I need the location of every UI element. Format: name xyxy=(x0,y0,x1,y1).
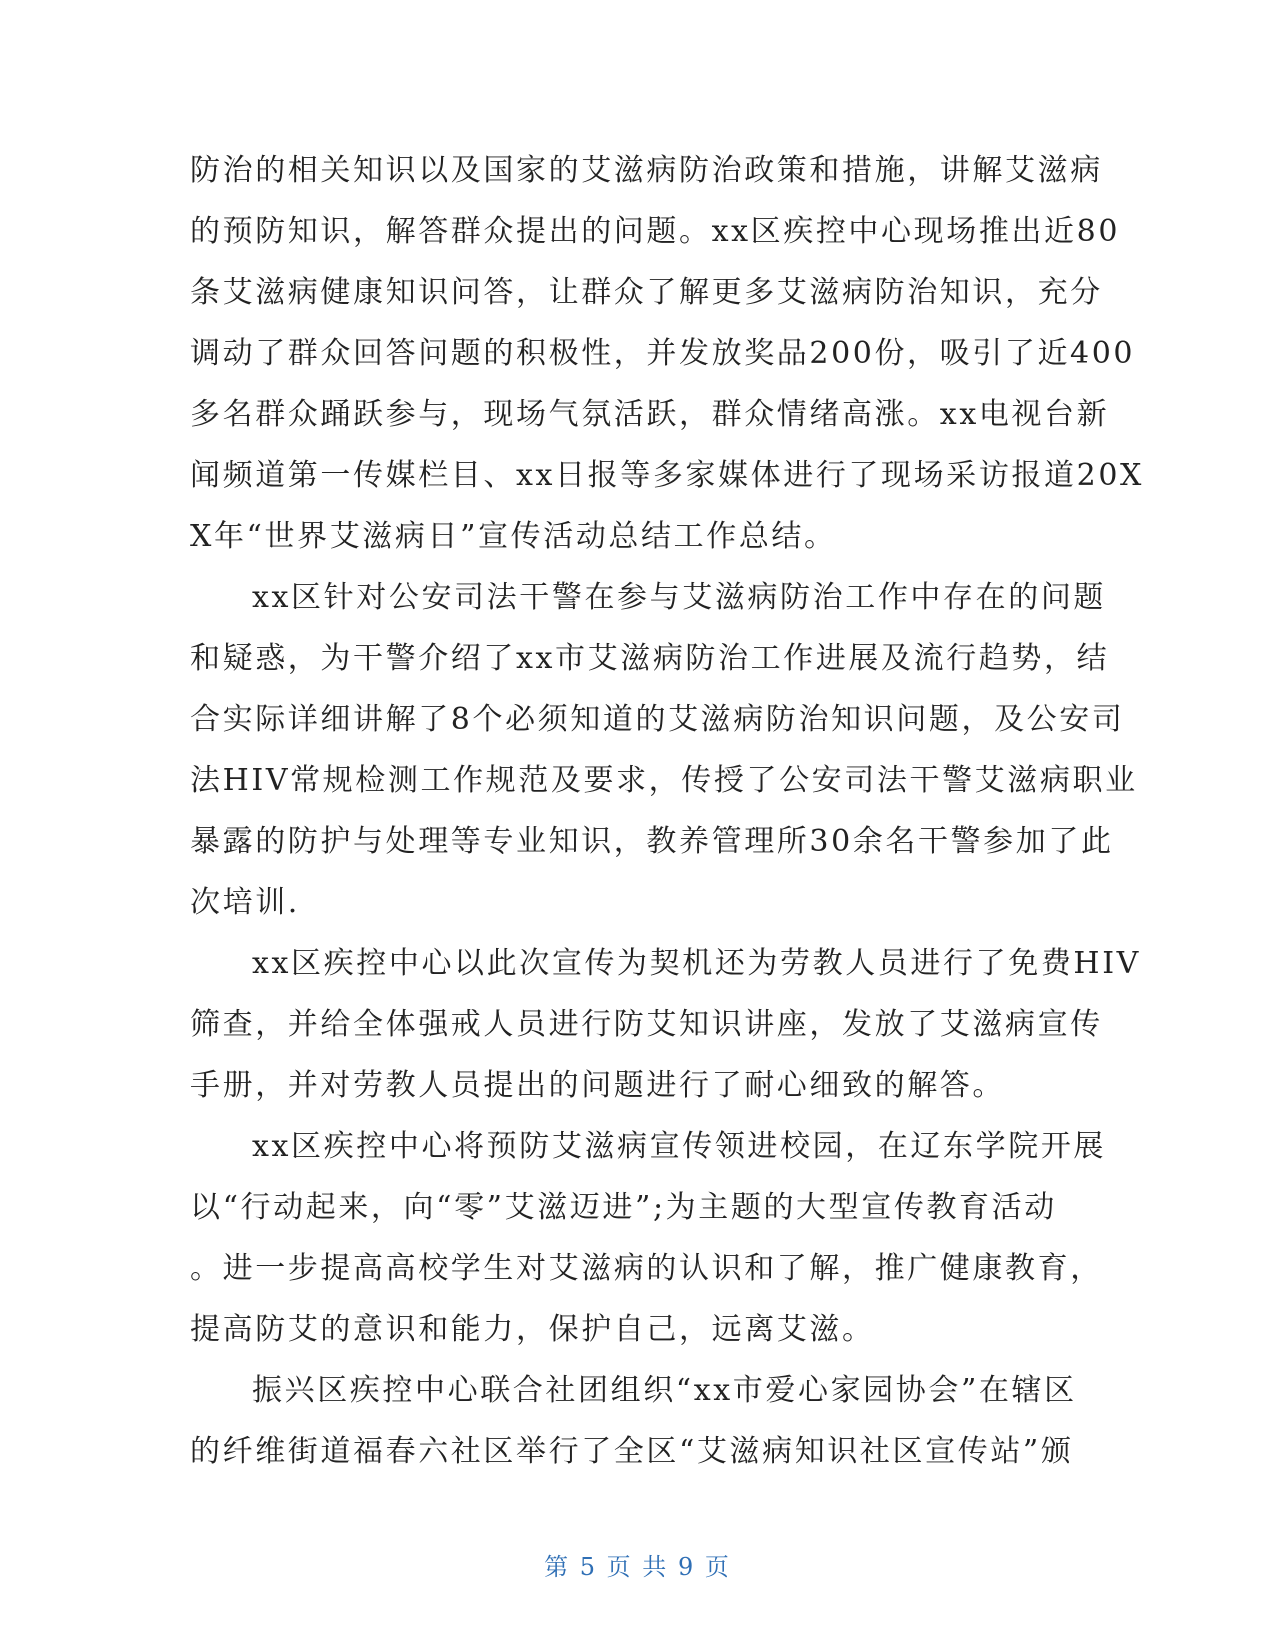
paragraph xyxy=(190,1368,1080,1490)
text-line: 多名群众踊跃参与，现场气氛活跃，群众情绪高涨。xx电视台新 xyxy=(190,397,1110,432)
text-line: 次培训. xyxy=(190,885,300,920)
page-footer xyxy=(0,1547,1275,1582)
page-number: 第 5 页 共 9 页 xyxy=(544,1553,731,1581)
text-line: 法HIV常规检测工作规范及要求，传授了公安司法干警艾滋病职业 xyxy=(190,763,1138,798)
text-line: 暴露的防护与处理等专业知识，教养管理所30余名干警参加了此 xyxy=(190,824,1114,859)
text-line: 条艾滋病健康知识问答，让群众了解更多艾滋病防治知识，充分 xyxy=(190,275,1103,310)
text-line: X年“世界艾滋病日”宣传活动总结工作总结。 xyxy=(190,519,837,554)
text-line: 提高防艾的意识和能力，保护自己，远离艾滋。 xyxy=(190,1312,875,1347)
text-line: 的预防知识，解答群众提出的问题。xx区疾控中心现场推出近80 xyxy=(190,214,1121,249)
text-line: 以“行动起来，向“零”艾滋迈进”;为主题的大型宣传教育活动 xyxy=(190,1190,1057,1225)
paragraph xyxy=(190,941,1141,1124)
document-body xyxy=(190,148,1144,1490)
text-line: 闻频道第一传媒栏目、xx日报等多家媒体进行了现场采访报道20X xyxy=(190,458,1144,493)
text-line: 振兴区疾控中心联合社团组织“xx市爱心家园协会”在辖区 xyxy=(252,1373,1077,1408)
paragraph xyxy=(190,1124,1107,1368)
text-line: 合实际详细讲解了8个必须知道的艾滋病防治知识问题，及公安司 xyxy=(190,702,1125,737)
paragraph xyxy=(190,575,1138,941)
text-line: 和疑惑，为干警介绍了xx市艾滋病防治工作进展及流行趋势，结 xyxy=(190,641,1110,676)
text-line: 手册，并对劳教人员提出的问题进行了耐心细致的解答。 xyxy=(190,1068,1005,1103)
text-line: 调动了群众回答问题的积极性，并发放奖品200份，吸引了近400 xyxy=(190,336,1136,371)
text-line: xx区针对公安司法干警在参与艾滋病防治工作中存在的问题 xyxy=(252,580,1107,615)
text-line: xx区疾控中心将预防艾滋病宣传领进校园，在辽东学院开展 xyxy=(252,1129,1107,1164)
text-line: 筛查，并给全体强戒人员进行防艾知识讲座，发放了艾滋病宣传 xyxy=(190,1007,1103,1042)
text-line: 的纤维街道福春六社区举行了全区“艾滋病知识社区宣传站”颁 xyxy=(190,1434,1074,1469)
text-line: 防治的相关知识以及国家的艾滋病防治政策和措施，讲解艾滋病 xyxy=(190,153,1103,188)
paragraph xyxy=(190,148,1144,575)
text-line: 。进一步提高高校学生对艾滋病的认识和了解，推广健康教育， xyxy=(190,1251,1103,1286)
text-line: xx区疾控中心以此次宣传为契机还为劳教人员进行了免费HIV xyxy=(252,946,1141,981)
